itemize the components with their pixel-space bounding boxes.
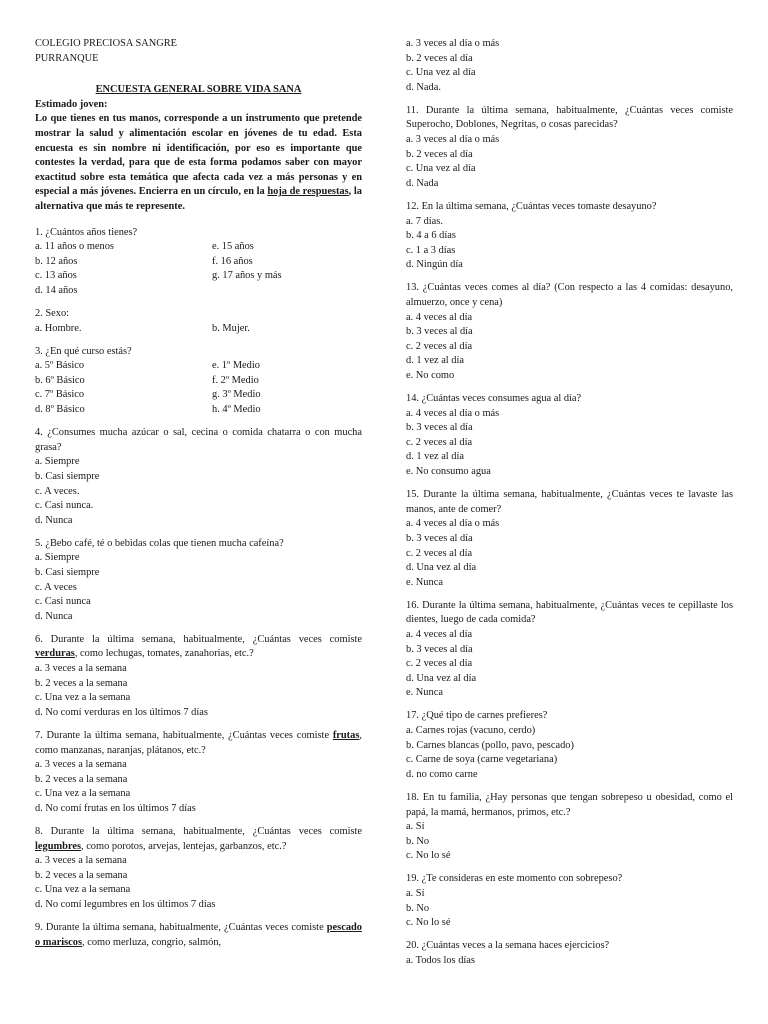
option[interactable]: a. 4 veces al día o más [406, 518, 500, 530]
question-text: 20. ¿Cuántas veces a la semana haces ejercicios? [406, 940, 610, 952]
spacer [35, 336, 362, 345]
question-7 [35, 729, 362, 817]
option[interactable]: d. 1 vez al día [406, 355, 464, 367]
option[interactable]: d. Una vez al día [406, 562, 477, 574]
question-text: 2. Sexo: [35, 308, 70, 319]
question-suffix: , como porotos, arvejas, lentejas, garbanzos, etc.? [81, 840, 287, 852]
question-prefix: 7. Durante la última semana, habitualmente, ¿Cuántas veces comiste [35, 729, 333, 741]
question-prefix: 8. Durante la última semana, habitualmente, ¿Cuántas veces comiste [35, 826, 362, 837]
option[interactable]: b. 6º Básico [35, 374, 85, 386]
option-row [35, 403, 362, 418]
spacer [406, 701, 733, 710]
option[interactable]: b. 2 veces al día [406, 52, 473, 64]
option[interactable]: d. Una vez al día [406, 672, 477, 684]
option[interactable]: b. 2 veces a la semana [35, 869, 128, 881]
option[interactable]: b. 3 veces al día [406, 532, 473, 544]
intro-text-1: Lo que tienes en tus manos, corresponde a un instrumento que pretende mostrar la salud y alimentación escolar en jóvenes de tu edad. Esta encuesta es sin nombre ni identificación, por eso es importante que contestes la verdad, para que de esta forma podamos saber con mayor exactitud sobre esta temática que afecta cada vez a más personas y en especial a más jóvenes. Encierra en un círculo, en la [35, 113, 362, 198]
option[interactable]: d. No comí verduras en los últimos 7 días [35, 706, 208, 718]
option[interactable]: c. Carne de soya (carne vegetariana) [406, 754, 558, 766]
spacer [35, 66, 362, 83]
answer-sheet-link: hoja de respuestas [267, 186, 349, 198]
option[interactable]: d. 14 años [35, 284, 78, 296]
option[interactable]: a. 7 días. [406, 215, 443, 227]
question-1 [35, 226, 362, 299]
option[interactable]: b. No [406, 835, 430, 847]
spacer [35, 624, 362, 633]
city-name: PURRANQUE [35, 52, 99, 64]
question-13 [406, 281, 733, 383]
spacer [35, 720, 362, 729]
spacer [35, 418, 362, 427]
right-column [406, 37, 733, 968]
option[interactable]: d. no como carne [406, 768, 478, 780]
question-text: 16. Durante la última semana, habitualmente, ¿Cuántas veces te cepillaste los dientes, luego de cada comida? [406, 599, 733, 626]
question-4 [35, 426, 362, 528]
question-suffix: , como manzanas, naranjas, plátanos, etc.? [35, 729, 362, 756]
option-row [35, 269, 362, 284]
question-text: 13. ¿Cuántas veces comes al día? (Con respecto a las 4 comidas: desayuno, almuerzo, once y cena) [406, 282, 733, 308]
option[interactable]: c. No lo sé [406, 917, 451, 929]
left-column [35, 37, 362, 950]
question-text: 4. ¿Consumes mucha azúcar o sal, cecina o comida chatarra o con mucha grasa? [35, 427, 362, 453]
question-text: 1. ¿Cuántos años tienes? [35, 226, 138, 238]
question-19 [406, 872, 733, 930]
question-text [35, 921, 362, 950]
option[interactable]: f. 2º Medio [212, 374, 259, 386]
option[interactable]: a. 3 veces al día o más [406, 38, 500, 49]
question-suffix: , como lechugas, tomates, zanahorias, etc.? [74, 648, 254, 660]
question-text: 5. ¿Bebo café, té o bebidas colas que tienen mucha cafeína? [35, 537, 284, 549]
option[interactable]: d. Ningún día [406, 259, 463, 271]
option[interactable]: a. 5º Básico [35, 360, 85, 372]
option-row [35, 240, 362, 255]
question-prefix: 9. Durante la última semana, habitualmente, ¿Cuántas veces comiste [35, 922, 327, 934]
question-16 [406, 599, 733, 701]
option[interactable]: c. Una vez a la semana [35, 788, 131, 800]
school-name: COLEGIO PRECIOSA SANGRE [35, 38, 178, 49]
question-text: 11. Durante la última semana, habitualmente, ¿Cuántas veces comiste Superocho, Doblones, Negritas, o cosas parecidas? [406, 104, 733, 131]
option[interactable]: c. 1 a 3 días [406, 244, 456, 256]
spacer [35, 215, 362, 226]
option-row [35, 322, 362, 337]
question-keyword: legumbres [35, 840, 81, 852]
question-text: 15. Durante la última semana, habitualmente, ¿Cuántas veces te lavaste las manos, ante de comer? [406, 489, 733, 515]
question-keyword: verduras [35, 648, 75, 660]
option[interactable]: e. Nunca [406, 576, 443, 588]
question-18 [406, 791, 733, 864]
option[interactable]: c. A veces. [35, 485, 80, 497]
option[interactable]: c. Una vez al día [406, 163, 476, 175]
option[interactable]: c. 2 veces al día [406, 340, 473, 352]
spacer [406, 864, 733, 873]
question-5 [35, 537, 362, 625]
option[interactable]: a. 4 veces al día [406, 628, 473, 640]
option[interactable]: c. 13 años [35, 270, 77, 282]
option-row [35, 388, 362, 403]
question-text [35, 633, 362, 662]
option[interactable]: b. Carnes blancas (pollo, pavo, pescado) [406, 739, 574, 751]
question-11 [406, 104, 733, 192]
option[interactable]: c. Una vez a la semana [35, 692, 131, 704]
option[interactable]: a. Carnes rojas (vacuno, cerdo) [406, 725, 536, 737]
greeting: Estimado joven: [35, 98, 108, 110]
option[interactable]: d. 1 vez al día [406, 451, 464, 463]
option-row [35, 359, 362, 374]
option[interactable]: b. 2 veces a la semana [35, 677, 128, 689]
option[interactable]: a. 3 veces a la semana [35, 759, 127, 771]
question-keyword: frutas [332, 729, 360, 741]
question-15 [406, 488, 733, 590]
option[interactable]: b. Casi siempre [35, 567, 100, 578]
option[interactable]: c. Una vez al día [406, 67, 476, 79]
option[interactable]: c. 2 veces al día [406, 658, 473, 670]
option[interactable]: c. A veces [35, 581, 77, 593]
option[interactable]: d. No comí legumbres en los últimos 7 días [35, 898, 216, 910]
question-text: 17. ¿Qué tipo de carnes prefieres? [406, 710, 548, 722]
option[interactable]: d. 8º Básico [35, 404, 85, 416]
question-text: 18. En tu familia, ¿Hay personas que tengan sobrepeso u obesidad, como el papá, la mamá, hermanos, primos, etc.? [406, 791, 733, 818]
option[interactable]: g. 17 años y más [212, 270, 282, 282]
question-20 [406, 939, 733, 968]
question-8 [35, 825, 362, 913]
intro-paragraph [35, 112, 362, 214]
question-3 [35, 345, 362, 418]
option[interactable]: c. 2 veces al día [406, 436, 473, 448]
question-text: 19. ¿Te consideras en este momento con sobrepeso? [406, 873, 623, 885]
spacer [406, 931, 733, 940]
option[interactable]: h. 4º Medio [212, 404, 261, 416]
option[interactable]: c. Casi nunca. [35, 500, 94, 512]
option[interactable]: b. 2 veces a la semana [35, 773, 128, 785]
question-keyword: pescado o mariscos [35, 922, 362, 948]
question-suffix: , como merluza, congrio, salmón, [82, 936, 222, 948]
question-text: 3. ¿En qué curso estás? [35, 345, 132, 357]
option[interactable]: a. 4 veces al día o más [406, 407, 500, 419]
option-row [35, 255, 362, 270]
option[interactable]: b. 2 veces al día [406, 148, 473, 160]
spacer [406, 384, 733, 393]
spacer [406, 191, 733, 200]
spacer [406, 782, 733, 791]
question-17 [406, 709, 733, 782]
option-row [35, 374, 362, 389]
question-6 [35, 633, 362, 721]
spacer [406, 95, 733, 104]
option[interactable]: d. No comí frutas en los últimos 7 días [35, 802, 196, 814]
option[interactable]: c. Casi nunca [35, 596, 91, 608]
option[interactable]: d. Nunca [35, 514, 73, 526]
spacer [406, 273, 733, 282]
option[interactable]: c. 7º Básico [35, 389, 85, 401]
option[interactable]: e. Nunca [406, 687, 443, 699]
option[interactable]: c. Una vez a la semana [35, 884, 131, 896]
intro-text-2: , la alternativa que más te represente. [35, 186, 362, 212]
option[interactable]: a. Hombre. [35, 322, 82, 334]
option[interactable]: e. 15 años [212, 241, 254, 253]
option[interactable]: b. 3 veces al día [406, 326, 473, 338]
spacer [406, 590, 733, 599]
option[interactable]: a. Siempre [35, 552, 80, 564]
question-text [35, 729, 362, 758]
question-prefix: 6. Durante la última semana, habitualmente, ¿Cuántas veces comiste [35, 633, 362, 645]
question-text [35, 825, 362, 854]
document-title: ENCUESTA GENERAL SOBRE VIDA SANA [95, 84, 302, 96]
option[interactable]: e. 1º Medio [212, 360, 260, 372]
option[interactable]: b. 3 veces al día [406, 643, 473, 655]
option[interactable]: b. No [406, 902, 430, 914]
option[interactable]: c. No lo sé [406, 850, 451, 862]
question-9 [35, 921, 362, 950]
option[interactable]: a. 3 veces a la semana [35, 855, 127, 867]
option[interactable]: f. 16 años [212, 255, 253, 267]
question-text: 12. En la última semana, ¿Cuántas veces tomaste desayuno? [406, 200, 657, 212]
option[interactable]: a. Siempre [35, 456, 80, 468]
spacer [35, 528, 362, 537]
option[interactable]: d. Nunca [35, 610, 73, 622]
question-14 [406, 392, 733, 480]
spacer [35, 299, 362, 308]
option-row [35, 284, 362, 299]
option[interactable]: a. Sí [406, 887, 425, 899]
option[interactable]: a. 3 veces a la semana [35, 663, 127, 675]
spacer [406, 480, 733, 489]
option[interactable]: a. Todos los días [406, 954, 475, 966]
option[interactable]: g. 3º Medio [212, 389, 261, 401]
question-12 [406, 200, 733, 273]
spacer [35, 913, 362, 922]
option[interactable]: c. 2 veces al día [406, 547, 473, 559]
option[interactable]: a. 3 veces al día o más [406, 134, 500, 146]
option[interactable]: b. 3 veces al día [406, 422, 473, 434]
option[interactable]: b. 12 años [35, 255, 78, 267]
question-text: 14. ¿Cuántas veces consumes agua al día? [406, 393, 582, 405]
option[interactable]: e. No consumo agua [406, 466, 491, 478]
option[interactable]: b. Casi siempre [35, 470, 100, 482]
option[interactable]: a. Sí [406, 821, 425, 833]
option[interactable]: a. 11 años o menos [35, 241, 114, 253]
spacer [35, 817, 362, 826]
option[interactable]: b. Mujer. [212, 322, 250, 334]
option[interactable]: a. 4 veces al día [406, 311, 473, 323]
option[interactable]: d. Nada [406, 177, 439, 189]
option[interactable]: d. Nada. [406, 81, 441, 93]
option[interactable]: b. 4 a 6 días [406, 230, 456, 242]
option[interactable]: e. No como [406, 369, 455, 381]
question-2 [35, 307, 362, 336]
question-10-options [406, 37, 733, 95]
